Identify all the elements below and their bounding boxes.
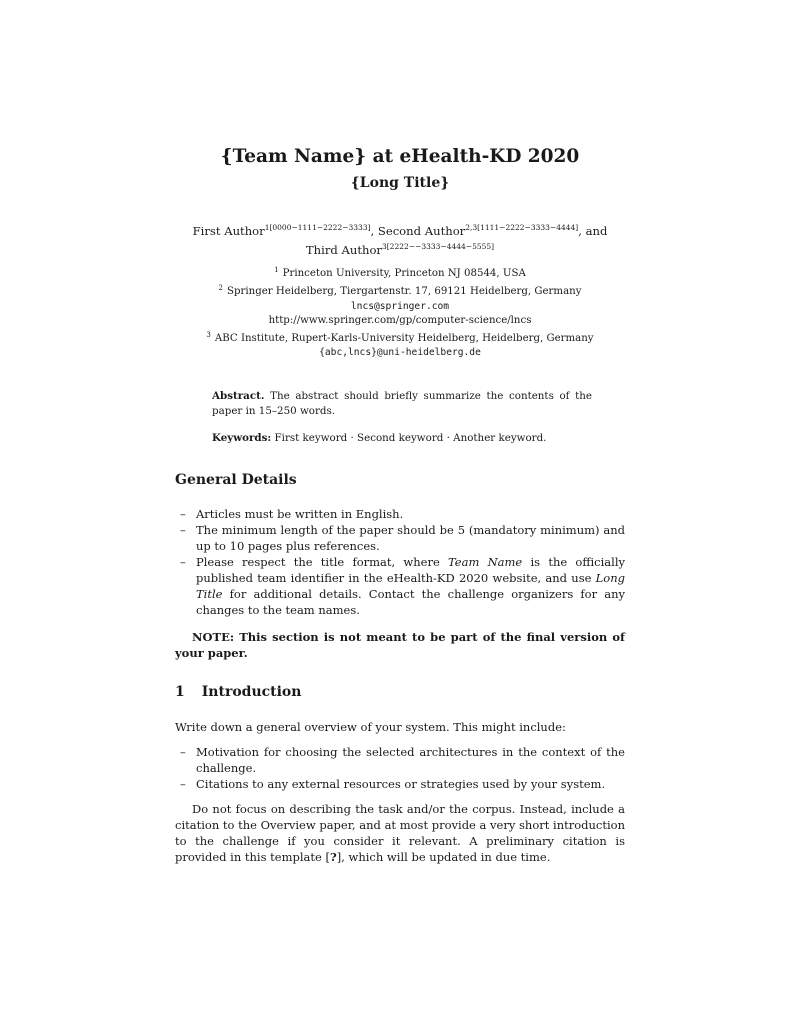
abstract (212, 389, 592, 419)
author-name: Second Author (377, 224, 466, 238)
dash-bullet: – (180, 523, 186, 537)
introduction-lead: Write down a general overview of your system. This might include: (175, 720, 566, 734)
general-details-list (175, 506, 625, 618)
list-item-text: for additional details. Contact the challenge organizers for any changes to the team names. (196, 587, 625, 617)
separator: , (370, 224, 378, 238)
author-orcid: 2,3[1111−2222−3333−4444] (465, 223, 579, 232)
affiliation-text: Princeton University, Princeton NJ 08544, USA (282, 268, 526, 279)
citation[interactable]: ? (329, 850, 337, 864)
section-heading-general-details: General Details (175, 472, 297, 488)
paragraph-text: ], which will be updated in due time. (336, 850, 551, 864)
list-item-text: Motivation for choosing the selected architectures in the context of the challenge. (196, 745, 625, 775)
keywords-text: First keyword · Second keyword · Another keyword. (274, 432, 547, 444)
affiliation-email[interactable]: {abc,lncs}@uni-heidelberg.de (319, 347, 481, 359)
keywords (212, 432, 592, 444)
affiliation-number: 1 (274, 266, 279, 274)
dash-bullet: – (180, 555, 186, 569)
section-title: Introduction (201, 684, 302, 700)
abstract-label: Abstract. (212, 390, 265, 402)
affiliation-email[interactable]: lncs@springer.com (350, 300, 450, 312)
abstract-text: The abstract should briefly summarize the contents of the paper in 15–250 words. (212, 390, 592, 417)
dash-bullet: – (180, 507, 186, 521)
paragraph-text: Do not focus on describing the task and/or the corpus. Instead, include a citation to the Overview paper, and at most provide a very short introduction to the challenge if you consider it relevant. A preliminary citation is provided in this template [ (175, 802, 625, 864)
keywords-label: Keywords: (212, 432, 272, 444)
list-item (175, 522, 625, 554)
author-orcid: 3[2222−−3333−4444−5555] (381, 242, 495, 251)
author-line-2 (175, 239, 625, 258)
introduction-paragraph (175, 801, 625, 865)
affiliations (175, 263, 625, 361)
list-item-text: Articles must be written in English. (196, 507, 404, 521)
affiliation-3 (175, 328, 625, 346)
affiliation-text: ABC Institute, Rupert-Karls-University Heidelberg, Heidelberg, Germany (214, 333, 594, 345)
note-paragraph: NOTE: This section is not meant to be part of the final version of your paper. (175, 630, 625, 660)
list-item (175, 776, 625, 792)
author-name: First Author (192, 224, 265, 238)
list-item-text: The minimum length of the paper should be 5 (mandatory minimum) and up to 10 pages plus references. (196, 523, 625, 553)
list-item-text: Please respect the title format, where (196, 555, 449, 569)
author-name: Third Author (305, 243, 382, 257)
author-orcid: 1[0000−1111−2222−3333] (264, 223, 371, 232)
dash-bullet: – (180, 777, 186, 791)
emphasis-long-title: Long Title (196, 571, 625, 601)
affiliation-number: 3 (206, 331, 211, 340)
list-item (175, 744, 625, 776)
dash-bullet: – (180, 745, 186, 759)
author-list (175, 220, 625, 258)
affiliation-2 (175, 281, 625, 299)
list-item (175, 554, 625, 618)
section-number: 1 (175, 684, 185, 700)
list-item (175, 506, 625, 522)
section-heading-introduction (175, 684, 301, 700)
paper-subtitle: {Long Title} (350, 175, 450, 191)
affiliation-number: 2 (218, 284, 223, 293)
emphasis-team-name: Team Name (448, 555, 523, 569)
list-item-text: is the officially published team identifier in the eHealth-KD 2020 website, and use (196, 555, 626, 585)
author-line-1 (175, 220, 625, 239)
introduction-list (175, 744, 625, 792)
paper-title: {Team Name} at eHealth-KD 2020 (220, 146, 580, 167)
affiliation-1 (175, 263, 625, 281)
affiliation-text: Springer Heidelberg, Tiergartenstr. 17, 69121 Heidelberg, Germany (227, 286, 582, 298)
affiliation-url[interactable]: http://www.springer.com/gp/computer-science/lncs (268, 314, 532, 326)
list-item-text: Citations to any external resources or strategies used by your system. (196, 777, 606, 791)
separator: , and (578, 224, 608, 238)
